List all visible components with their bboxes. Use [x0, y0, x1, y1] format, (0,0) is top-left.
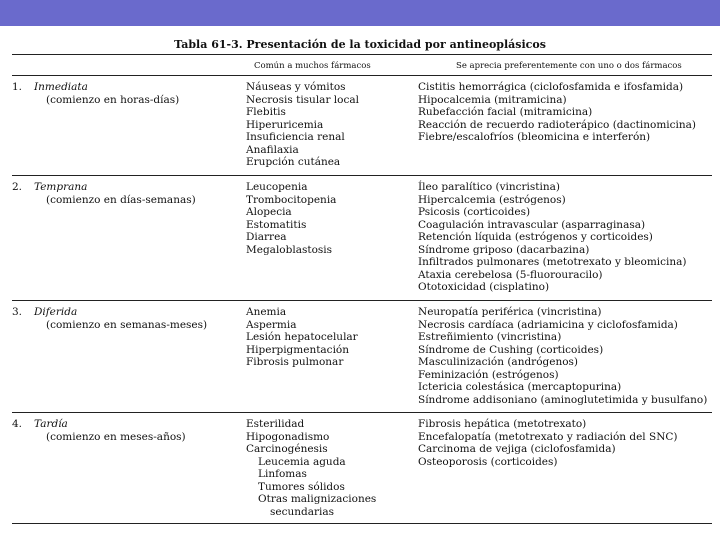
specific-item: Hipocalcemia (mitramicina) — [418, 93, 567, 106]
common-item: Necrosis tisular local — [246, 93, 359, 106]
common-item: Leucemia aguda — [258, 455, 346, 468]
common-item: Diarrea — [246, 231, 287, 243]
common-item: Alopecia — [246, 206, 292, 218]
section-phase: Temprana — [34, 181, 88, 193]
common-item: Trombocitopenia — [246, 193, 337, 206]
specific-item: Fibrosis hepática (metotrexato) — [418, 418, 587, 430]
specific-item: Estreñimiento (vincristina) — [418, 331, 562, 343]
section-onset: (comienzo en semanas-meses) — [46, 318, 208, 331]
specific-item: Osteoporosis (corticoides) — [418, 455, 558, 468]
common-item: Aspermia — [246, 318, 297, 331]
section-onset: (comienzo en días-semanas) — [46, 193, 196, 206]
common-item: Tumores sólidos — [258, 480, 345, 493]
common-item: Náuseas y vómitos — [246, 81, 346, 93]
specific-item: Síndrome griposo (dacarbazina) — [418, 243, 590, 256]
common-item: secundarias — [270, 505, 335, 518]
specific-item: Neuropatía periférica (vincristina) — [418, 306, 602, 318]
common-item: Hiperpigmentación — [246, 343, 350, 356]
common-item: Linfomas — [258, 468, 307, 480]
common-item: Estomatitis — [246, 218, 307, 231]
common-item: Esterilidad — [246, 418, 305, 430]
common-item: Fibrosis pulmonar — [246, 356, 344, 368]
top-banner — [0, 0, 720, 26]
common-item: Insuficiencia renal — [246, 131, 345, 143]
common-item: Leucopenia — [246, 181, 308, 193]
specific-item: Reacción de recuerdo radioterápico (dactinomicina) — [418, 118, 696, 131]
top-rule — [12, 54, 712, 55]
specific-item: Ototoxicidad (cisplatino) — [418, 281, 550, 293]
section-phase: Tardía — [34, 418, 68, 430]
specific-item: Ataxia cerebelosa (5-fluorouracilo) — [418, 268, 603, 281]
specific-toxicities — [418, 418, 678, 468]
section-phase: Inmediata — [34, 81, 88, 93]
specific-item: Psicosis (corticoides) — [418, 206, 531, 218]
specific-item: Carcinoma de vejiga (ciclofosfamida) — [418, 443, 616, 455]
column-header-common: Común a muchos fármacos — [254, 61, 371, 71]
specific-item: Masculinización (andrógenos) — [418, 356, 579, 368]
section-number: 1. — [12, 81, 23, 93]
common-item: Lesión hepatocelular — [246, 331, 358, 343]
column-header-specific: Se aprecia preferentemente con uno o dos fármacos — [456, 61, 682, 71]
table-title: Tabla 61-3. Presentación de la toxicidad por antineoplásicos — [174, 38, 546, 51]
specific-item: Fiebre/escalofríos (bleomicina e interferón) — [418, 131, 651, 143]
header-rule — [12, 75, 712, 76]
section-number: 2. — [12, 181, 23, 193]
common-item: Hipogonadismo — [246, 430, 330, 443]
specific-item: Encefalopatía (metotrexato y radiación del SNC) — [418, 430, 678, 443]
common-item: Flebitis — [246, 106, 286, 118]
section-rule — [12, 412, 712, 413]
specific-item: Necrosis cardíaca (adriamicina y ciclofosfamida) — [418, 318, 678, 331]
section-phase: Diferida — [34, 306, 78, 318]
common-item: Otras malignizaciones — [258, 493, 377, 505]
section-rule — [12, 175, 712, 176]
specific-item: Íleo paralítico (vincristina) — [418, 181, 560, 193]
specific-toxicities — [418, 81, 696, 144]
common-item: Erupción cutánea — [246, 156, 341, 168]
section-number: 4. — [12, 418, 23, 430]
common-item: Carcinogénesis — [246, 443, 328, 455]
common-item: Megaloblastosis — [246, 243, 333, 256]
specific-item: Infiltrados pulmonares (metotrexato y bleomicina) — [418, 256, 687, 268]
specific-item: Feminización (estrógenos) — [418, 368, 559, 381]
common-toxicities — [246, 181, 336, 256]
bottom-rule — [12, 523, 712, 524]
specific-item: Rubefacción facial (mitramicina) — [418, 106, 593, 118]
section-rule — [12, 300, 712, 301]
common-toxicities — [246, 306, 358, 369]
specific-item: Hipercalcemia (estrógenos) — [418, 193, 566, 206]
common-toxicities — [246, 418, 376, 518]
specific-toxicities — [418, 181, 687, 294]
specific-item: Coagulación intravascular (asparraginasa) — [418, 218, 646, 231]
common-toxicities — [246, 81, 359, 169]
section-number: 3. — [12, 306, 23, 318]
specific-toxicities — [418, 306, 707, 406]
common-item: Hiperuricemia — [246, 118, 324, 131]
specific-item: Ictericia colestásica (mercaptopurina) — [418, 381, 622, 393]
common-item: Anafilaxia — [246, 143, 299, 156]
specific-item: Cistitis hemorrágica (ciclofosfamida e ifosfamida) — [418, 81, 684, 93]
specific-item: Síndrome addisoniano (aminoglutetimida y busulfano) — [418, 393, 708, 406]
section-onset: (comienzo en horas-días) — [46, 93, 180, 106]
common-item: Anemia — [246, 306, 287, 318]
specific-item: Síndrome de Cushing (corticoides) — [418, 343, 604, 356]
section-onset: (comienzo en meses-años) — [46, 430, 186, 443]
specific-item: Retención líquida (estrógenos y corticoides) — [418, 231, 653, 243]
